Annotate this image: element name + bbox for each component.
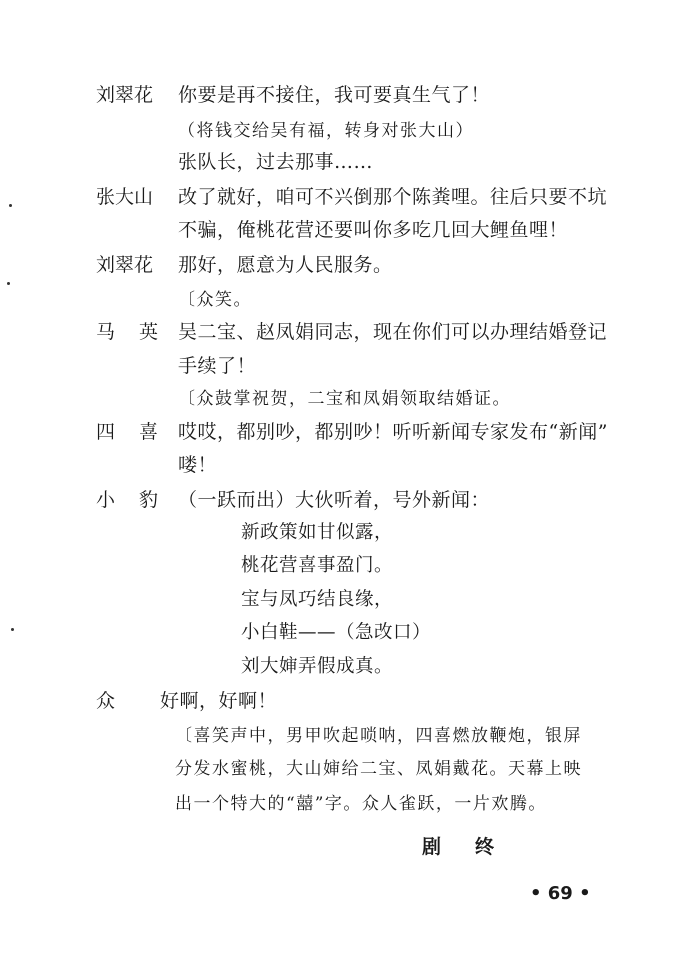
stage-direction: 出一个特大的“囍”字。众人雀跃，一片欢腾。 <box>175 794 547 814</box>
dialogue-line: 不骗，俺桃花营还要叫你多吃几回大鲤鱼哩！ <box>178 219 569 241</box>
page-number: • 69 • <box>530 883 591 904</box>
dialogue-line: 好啊，好啊！ <box>160 690 278 712</box>
speaker-name: 马英 <box>96 321 183 343</box>
speaker-name: 刘翠花 <box>96 254 154 276</box>
dialogue-line: 那好，愿意为人民服务。 <box>178 254 393 276</box>
verse-line: 刘大婶弄假成真。 <box>241 656 394 677</box>
dialogue-line: 喽！ <box>178 454 218 476</box>
stage-direction: 〔喜笑声中，男甲吹起唢呐，四喜燃放鞭炮，银屏 <box>175 726 582 746</box>
ending-title: 剧终 <box>422 836 529 858</box>
speaker-name: 众 <box>96 690 116 712</box>
dialogue-line: 哎哎，都别吵，都别吵！听听新闻专家发布“新闻” <box>178 421 608 443</box>
dialogue-line: 吴二宝、赵凤娟同志，现在你们可以办理结婚登记 <box>178 321 608 343</box>
speaker-name: 刘翠花 <box>96 84 154 106</box>
speaker-name: 四喜 <box>96 421 183 443</box>
scan-speck <box>11 628 14 631</box>
verse-line: 小白鞋——（急改口） <box>241 622 432 643</box>
dialogue-line: 改了就好，咱可不兴倒那个陈粪哩。往后只要不坑 <box>178 186 608 208</box>
dialogue-line: 张队长，过去那事…… <box>178 151 374 173</box>
stage-direction: 〔众笑。 <box>178 290 252 310</box>
dialogue-line: 手续了！ <box>178 355 257 377</box>
scan-speck <box>7 282 10 285</box>
scan-speck <box>9 204 12 207</box>
verse-line: 宝与凤巧结良缘， <box>241 589 394 610</box>
speaker-name: 小豹 <box>96 489 183 511</box>
speaker-name: 张大山 <box>96 186 154 208</box>
verse-line: 桃花营喜事盈门。 <box>241 555 394 576</box>
verse-line: 新政策如甘似露， <box>241 522 394 543</box>
stage-direction: 〔众鼓掌祝贺，二宝和凤娟领取结婚证。 <box>178 389 511 409</box>
dialogue-line: 你要是再不接住，我可要真生气了！ <box>178 84 491 106</box>
stage-direction: 分发水蜜桃，大山婶给二宝、凤娟戴花。天幕上映 <box>175 759 582 779</box>
dialogue-line: （一跃而出）大伙听着，号外新闻： <box>178 489 491 511</box>
stage-direction: （将钱交给吴有福，转身对张大山） <box>178 121 474 141</box>
